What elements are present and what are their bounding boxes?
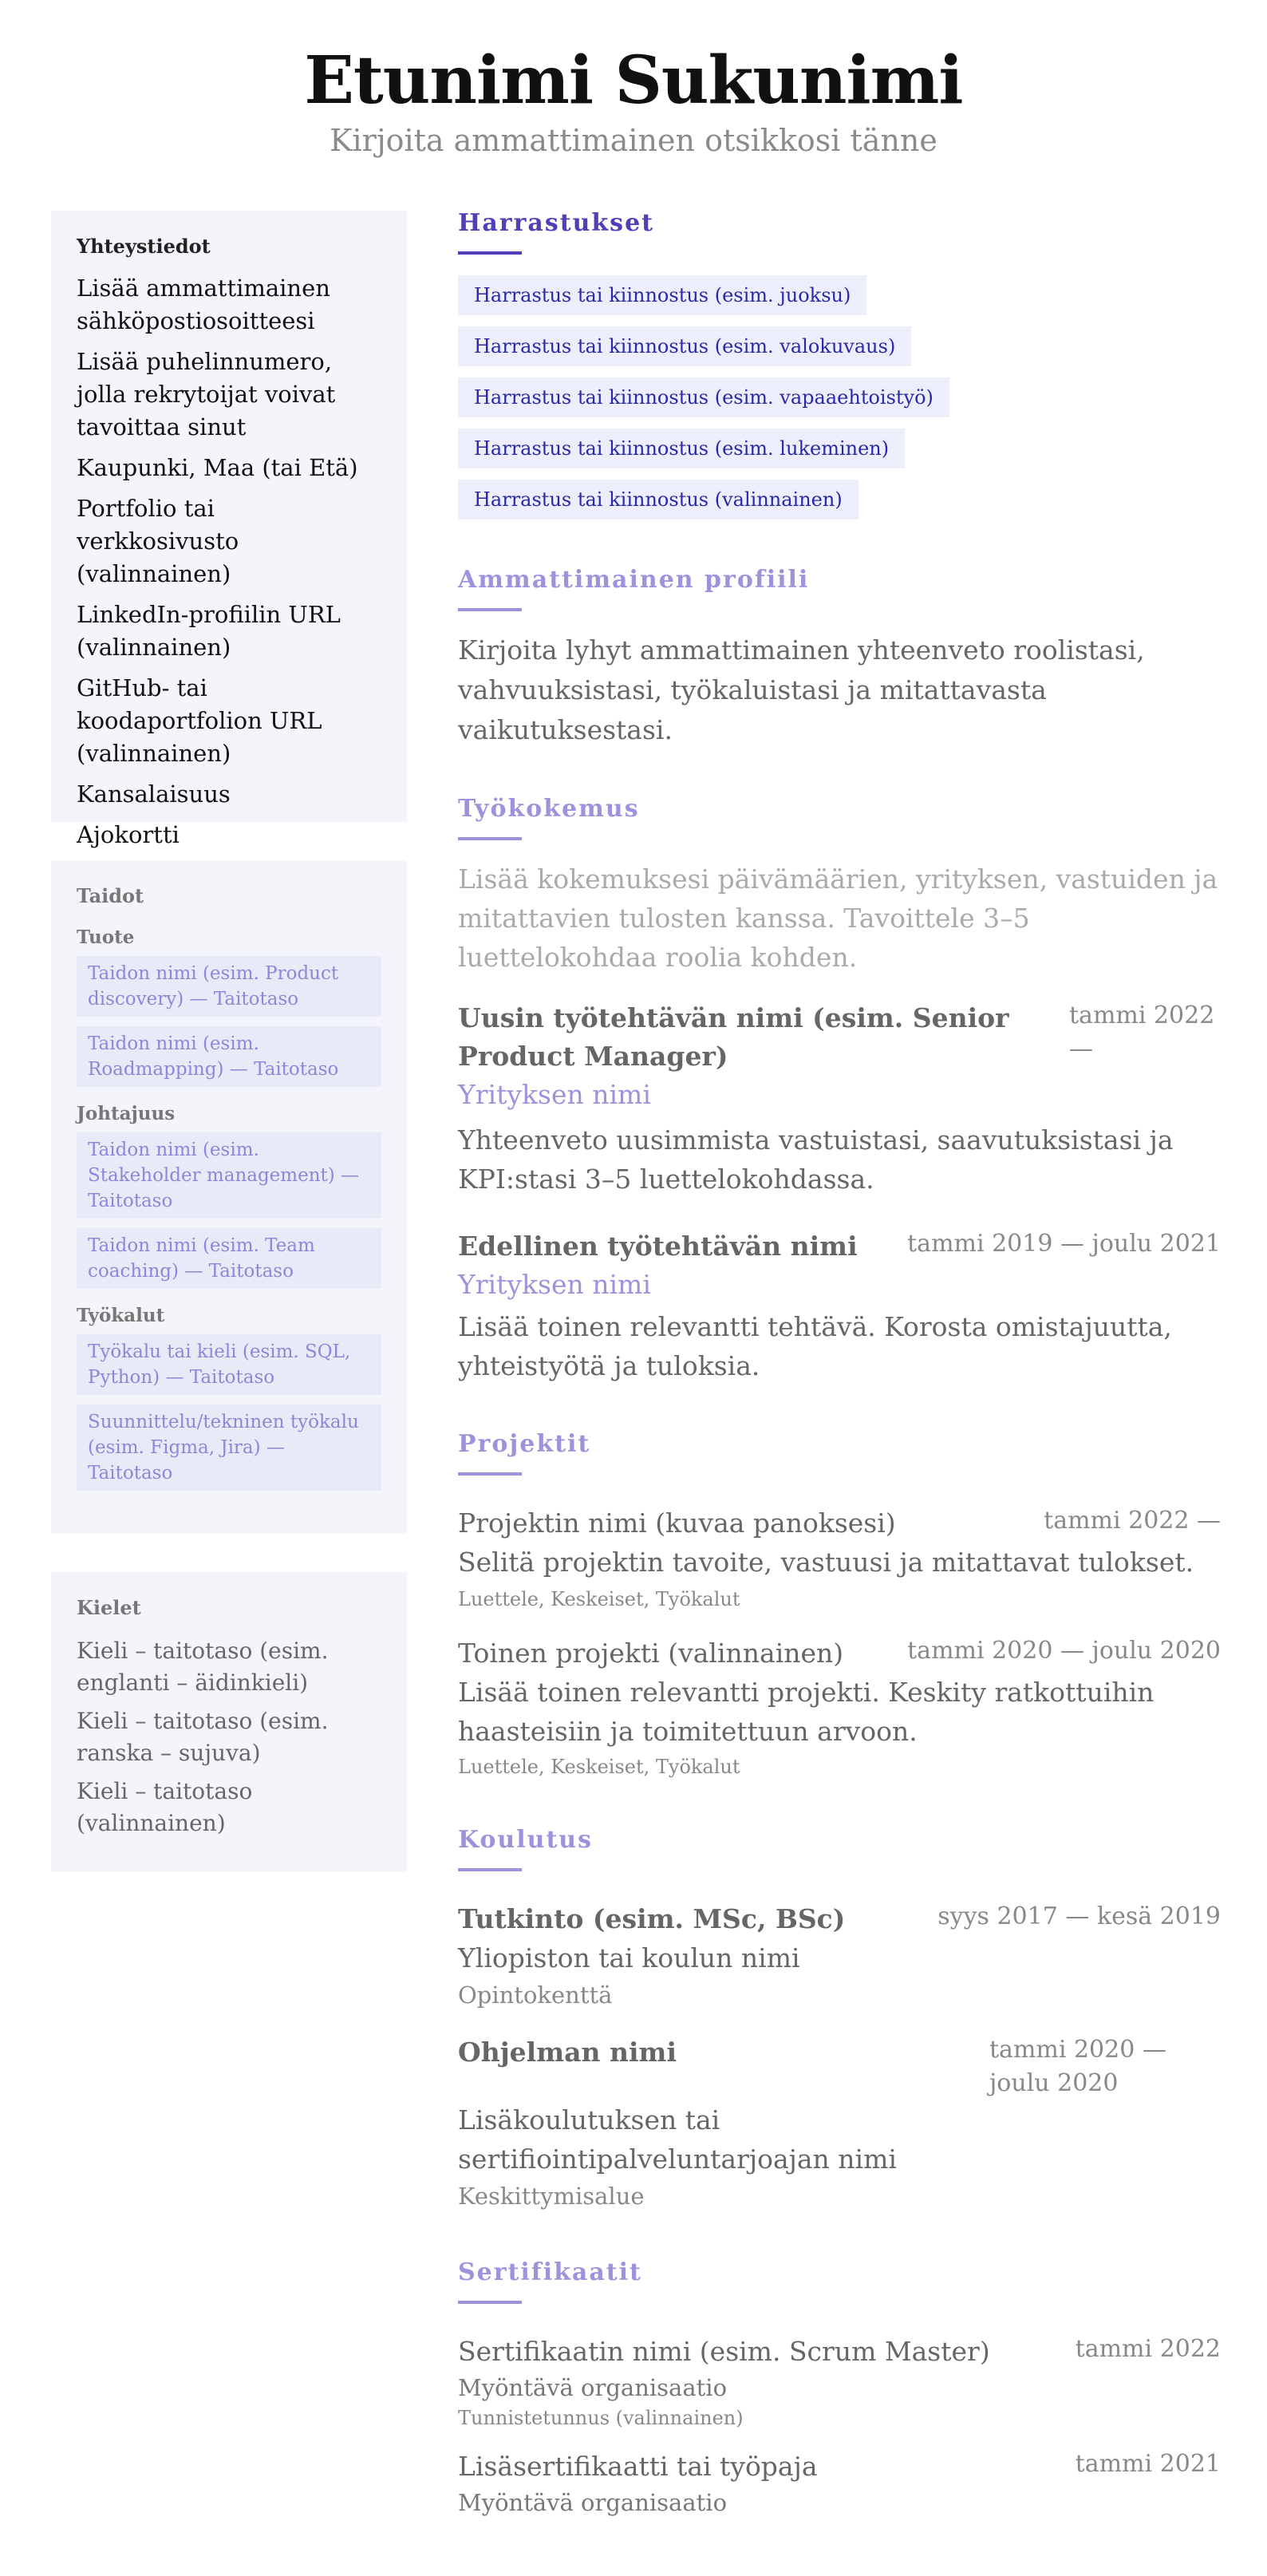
contact-github: GitHub- tai koodaportfolion URL (valinnainen) (77, 674, 322, 767)
certificate-name: Sertifikaatin nimi (esim. Scrum Master) (458, 2336, 990, 2367)
hobby-tag: Harrastus tai kiinnostus (esim. juoksu) (458, 275, 866, 315)
credential-id: Tunnistetunnus (valinnainen) (458, 2407, 744, 2429)
experience-heading: Työkokemus (458, 795, 640, 823)
skill-group-title: Työkalut (77, 1305, 165, 1326)
professional-headline: Kirjoita ammattimainen otsikkosi tänne (330, 123, 937, 158)
projects-heading: Projektit (458, 1430, 591, 1458)
education-date: syys 2017 — kesä 2019 (937, 1902, 1221, 1930)
main-column (458, 209, 1221, 2519)
hobby-tag: Harrastus tai kiinnostus (valinnainen) (458, 480, 858, 520)
degree-title: Tutkinto (esim. MSc, BSc) (458, 1903, 846, 1934)
contact-citizenship: Kansalaisuus (77, 780, 231, 808)
degree-title: Ohjelman nimi (458, 2037, 677, 2068)
contact-card (51, 211, 407, 848)
language-item: Kieli – taitotaso (esim. englanti – äidinkieli) (77, 1638, 329, 1696)
experience-section (458, 795, 1221, 1385)
language-item: Kieli – taitotaso (esim. ranska – sujuva) (77, 1708, 329, 1766)
hobby-tag: Harrastus tai kiinnostus (esim. vapaaehtoistyö) (458, 377, 949, 417)
section-divider (458, 251, 522, 255)
certificate-entry (458, 2448, 1221, 2519)
project-description: Selitä projektin tavoite, vastuusi ja mitattavat tulokset. (458, 1547, 1194, 1578)
company-name: Yrityksen nimi (458, 1269, 651, 1300)
section-divider (458, 1472, 522, 1476)
skills-card (51, 860, 407, 1534)
skill-tag: Taidon nimi (esim. Roadmapping) — Taitotaso (77, 1026, 381, 1087)
education-heading: Koulutus (458, 1826, 594, 1854)
contact-portfolio: Portfolio tai verkkosivusto (valinnainen) (77, 495, 239, 587)
project-title: Toinen projekti (valinnainen) (458, 1638, 844, 1669)
hobby-tag: Harrastus tai kiinnostus (esim. lukeminen) (458, 429, 905, 468)
hobby-tag: Harrastus tai kiinnostus (esim. valokuvaus) (458, 326, 911, 366)
company-name: Yrityksen nimi (458, 1079, 651, 1110)
contact-linkedin: LinkedIn-profiilin URL (valinnainen) (77, 601, 341, 661)
certificate-entry (458, 2333, 1221, 2432)
section-divider (458, 2301, 522, 2304)
hobbies-section (458, 209, 1221, 520)
job-title: Uusin työtehtävän nimi (esim. Senior Product Manager) (458, 1002, 1009, 1072)
languages-card (51, 1572, 407, 1872)
project-title: Projektin nimi (kuvaa panoksesi) (458, 1507, 896, 1539)
project-tools: Luettele, Keskeiset, Työkalut (458, 1756, 740, 1778)
section-divider (458, 837, 522, 840)
resume-header (0, 37, 1267, 161)
profile-heading: Ammattimainen profiili (458, 566, 810, 594)
job-title: Edellinen työtehtävän nimi (458, 1231, 858, 1262)
certificate-name: Lisäsertifikaatti tai työpaja (458, 2451, 818, 2482)
languages-title: Kielet (77, 1596, 141, 1619)
hobbies-heading: Harrastukset (458, 209, 655, 237)
issuing-organization: Myöntävä organisaatio (458, 2489, 728, 2516)
school-name: Lisäkoulutuksen tai sertifiointipalveluntarjoajan nimi (458, 2104, 897, 2175)
job-summary: Yhteenveto uusimmista vastuistasi, saavutuksistasi ja KPI:stasi 3–5 luettelokohdassa. (458, 1124, 1174, 1195)
experience-intro: Lisää kokemuksesi päivämäärien, yrityksen, vastuiden ja mitattavien tulosten kanssa. Tavoittele 3–5 luettelokohdaa roolia kohden. (458, 863, 1218, 973)
project-tools: Luettele, Keskeiset, Työkalut (458, 1588, 740, 1610)
project-entry (458, 1634, 1221, 1781)
skill-tag: Työkalu tai kieli (esim. SQL, Python) — Taitotaso (77, 1334, 381, 1395)
study-field: Keskittymisalue (458, 2183, 645, 2210)
contact-license: Ajokortti (77, 821, 180, 848)
section-divider (458, 1868, 522, 1871)
project-date: tammi 2020 — joulu 2020 (907, 1637, 1221, 1665)
job-entry (458, 999, 1221, 1199)
job-summary: Lisää toinen relevantti tehtävä. Korosta omistajuutta, yhteistyötä ja tuloksia. (458, 1311, 1172, 1381)
skills-title: Taidot (77, 884, 144, 907)
contact-phone: Lisää puhelinnumero, jolla rekrytoijat voivat tavoittaa sinut (77, 348, 336, 441)
school-name: Yliopiston tai koulun nimi (458, 1942, 800, 1973)
certificate-date: tammi 2022 (1075, 2335, 1221, 2363)
sidebar (51, 211, 407, 1872)
job-entry (458, 1227, 1221, 1385)
issuing-organization: Myöntävä organisaatio (458, 2374, 728, 2401)
education-entry (458, 2033, 1221, 2214)
project-entry (458, 1504, 1221, 1614)
education-section (458, 1826, 1221, 2214)
language-item: Kieli – taitotaso (valinnainen) (77, 1778, 253, 1836)
skill-group-title: Tuote (77, 926, 135, 948)
section-divider (458, 608, 522, 611)
certificate-date: tammi 2021 (1075, 2450, 1221, 2478)
certificates-section (458, 2258, 1221, 2519)
contact-email: Lisää ammattimainen sähköpostiosoitteesi (77, 275, 330, 334)
skill-tag: Taidon nimi (esim. Stakeholder management) — Taitotaso (77, 1132, 381, 1219)
job-date: tammi 2019 — joulu 2021 (907, 1230, 1221, 1258)
person-name: Etunimi Sukunimi (304, 42, 963, 119)
profile-summary: Kirjoita lyhyt ammattimainen yhteenveto roolistasi, vahvuuksistasi, työkaluistasi ja mitattavasta vaikutuksestasi. (458, 634, 1145, 745)
contact-location: Kaupunki, Maa (tai Etä) (77, 454, 358, 481)
skill-group-title: Johtajuus (77, 1103, 176, 1124)
skill-tag: Suunnittelu/tekninen työkalu (esim. Figma, Jira) — Taitotaso (77, 1405, 381, 1491)
project-date: tammi 2022 — (1044, 1507, 1221, 1535)
skill-tag: Taidon nimi (esim. Product discovery) — Taitotaso (77, 956, 381, 1017)
projects-section (458, 1430, 1221, 1781)
education-date: tammi 2020 — joulu 2020 (989, 2036, 1166, 2097)
education-entry (458, 1900, 1221, 2013)
profile-section (458, 566, 1221, 750)
contact-title: Yhteystiedot (77, 235, 211, 258)
skill-tag: Taidon nimi (esim. Team coaching) — Taitotaso (77, 1228, 381, 1289)
certificates-heading: Sertifikaatit (458, 2258, 642, 2286)
job-date: tammi 2022 — (1069, 1002, 1215, 1063)
project-description: Lisää toinen relevantti projekti. Keskity ratkottuihin haasteisiin ja toimitettuun arvoon. (458, 1677, 1155, 1747)
study-field: Opintokenttä (458, 1981, 613, 2009)
